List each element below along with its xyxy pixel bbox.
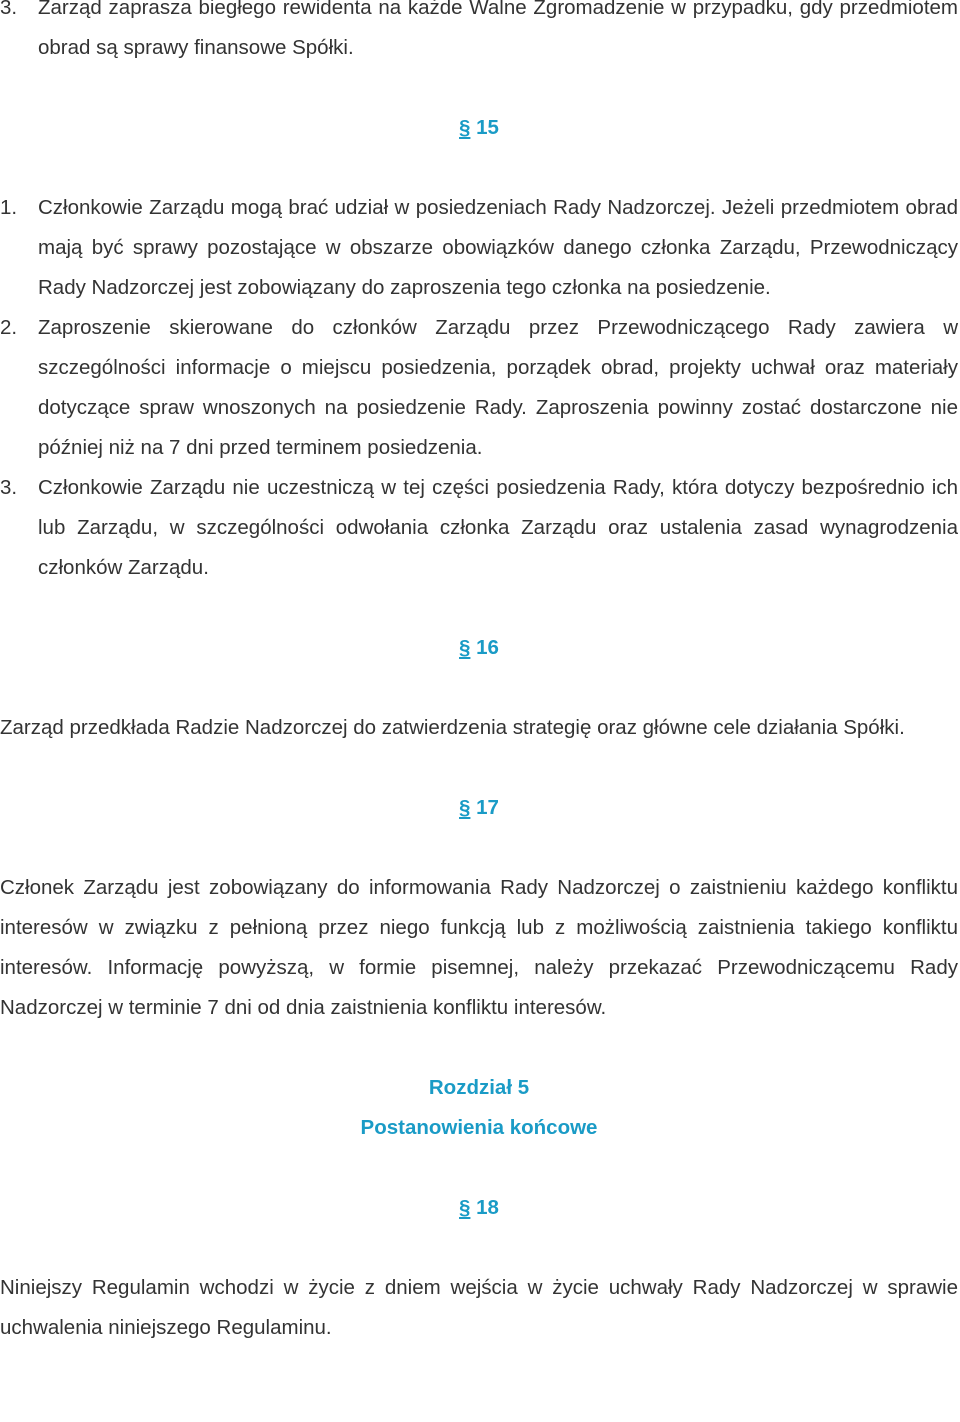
- section-sign: §: [459, 1196, 471, 1219]
- item-text: Członkowie Zarządu nie uczestniczą w tej części posiedzenia Rady, która dotyczy bezpośrednio ich lub Zarządu, w szczególności odwołania członka Zarządu oraz ustalenia zasad wynagrodzenia członków Zarządu.: [38, 476, 958, 579]
- list-item-s15-2: [0, 308, 958, 468]
- item-number: 3.: [0, 476, 18, 499]
- paragraph-s18: Niniejszy Regulamin wchodzi w życie z dniem wejścia w życie uchwały Rady Nadzorczej w sprawie uchwalenia niniejszego Regulaminu.: [0, 1276, 958, 1339]
- section-sign: §: [459, 116, 471, 139]
- chapter-subtitle: Postanowienia końcowe: [360, 1116, 598, 1139]
- list-item-s15-1: [0, 188, 958, 308]
- item-text: Zaproszenie skierowane do członków Zarządu przez Przewodniczącego Rady zawiera w szczególności informacje o miejscu posiedzenia, porządek obrad, projekty uchwał oraz materiały dotyczące spraw wnoszonych na posiedzenie Rady. Zaproszenia powinny zostać dostarczone nie później niż na 7 dni przed terminem posiedzenia.: [38, 316, 958, 459]
- list-item-s15-3: [0, 468, 958, 588]
- item-text: Zarząd zaprasza biegłego rewidenta na każde Walne Zgromadzenie w przypadku, gdy przedmiotem obrad są sprawy finansowe Spółki.: [38, 0, 958, 59]
- section-heading-15: [0, 108, 958, 148]
- section-number: 17: [476, 796, 499, 819]
- list-item-s14-3: [0, 0, 958, 68]
- chapter-title: Rozdział 5: [428, 1076, 530, 1099]
- section-number: 18: [476, 1196, 499, 1219]
- section-number: 16: [476, 636, 499, 659]
- paragraph-s16: Zarząd przedkłada Radzie Nadzorczej do zatwierdzenia strategię oraz główne cele działania Spółki.: [0, 716, 905, 739]
- section-heading-18: [0, 1188, 958, 1228]
- item-number: 1.: [0, 196, 18, 219]
- paragraph-s17: Członek Zarządu jest zobowiązany do informowania Rady Nadzorczej o zaistnieniu każdego konfliktu interesów w związku z pełnioną przez niego funkcją lub z możliwością zaistnienia takiego konfliktu interesów. Informację powyższą, w formie pisemnej, należy przekazać Przewodniczącemu Rady Nadzorczej w terminie 7 dni od dnia zaistnienia konfliktu interesów.: [0, 876, 958, 1019]
- item-number: 2.: [0, 316, 18, 339]
- section-sign: §: [459, 796, 471, 819]
- section-heading-16: [0, 628, 958, 668]
- section-number: 15: [476, 116, 499, 139]
- item-text: Członkowie Zarządu mogą brać udział w posiedzeniach Rady Nadzorczej. Jeżeli przedmiotem obrad mają być sprawy pozostające w obszarze obowiązków danego członka Zarządu, Przewodniczący Rady Nadzorczej jest zobowiązany do zaproszenia tego członka na posiedzenie.: [38, 196, 958, 299]
- section-sign: §: [459, 636, 471, 659]
- section-heading-17: [0, 788, 958, 828]
- item-number: 3.: [0, 0, 18, 19]
